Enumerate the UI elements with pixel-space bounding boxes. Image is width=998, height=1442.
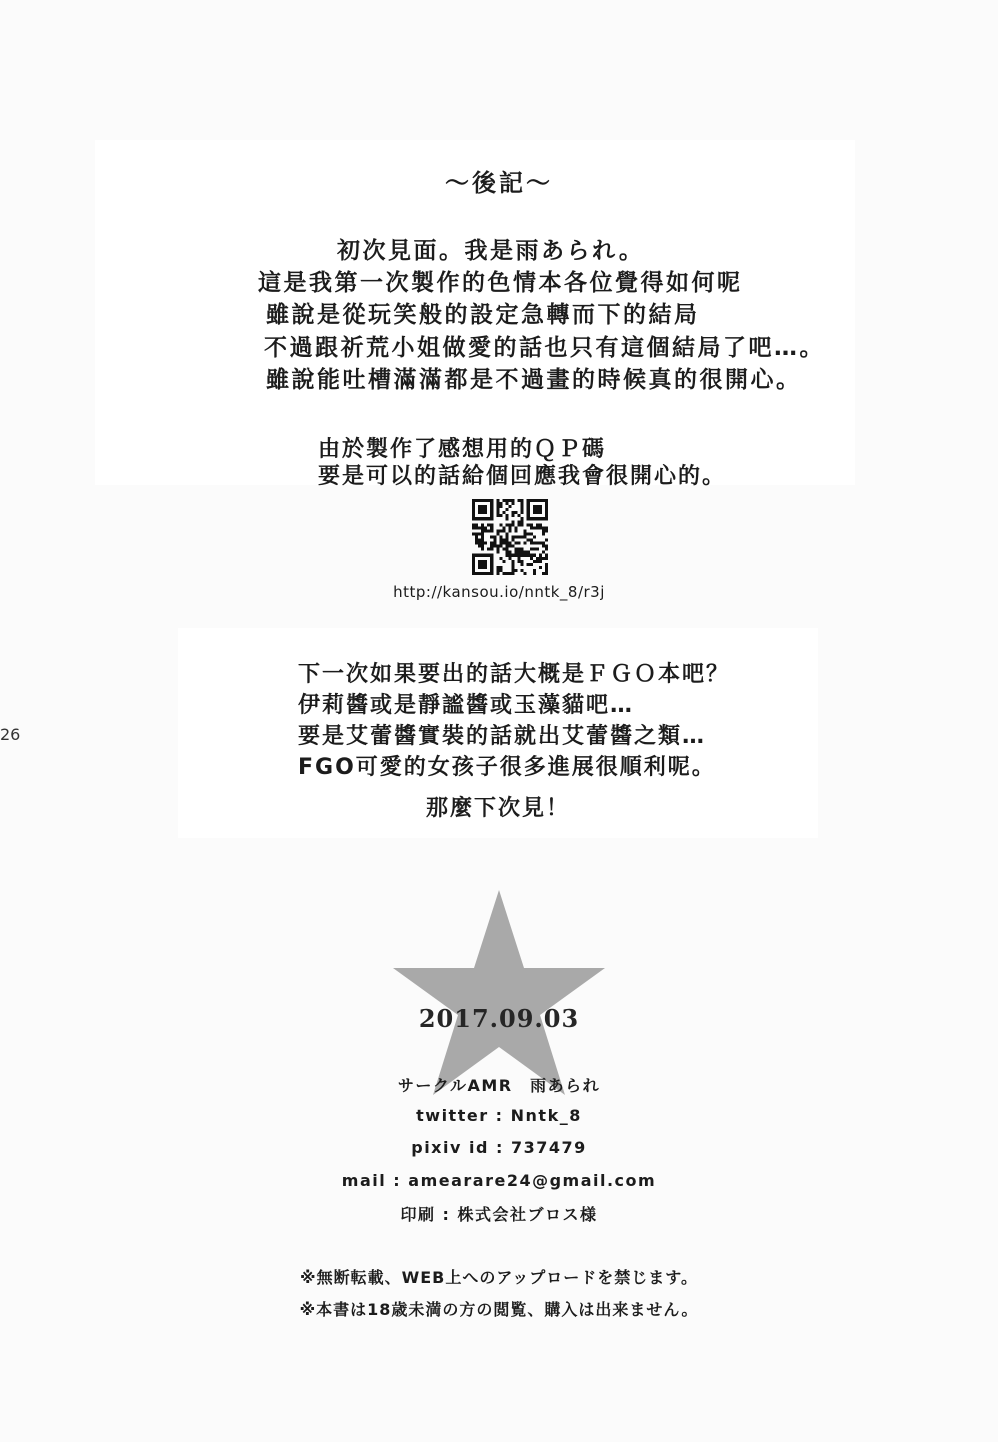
- notice-no-reprint: ※無断転載、WEB上へのアップロードを禁じます。: [300, 1268, 698, 1287]
- publication-date: 2017.09.03: [418, 1004, 580, 1033]
- mail-address: mail : amearare24@gmail.com: [341, 1171, 657, 1190]
- notice-age-restriction: ※本書は18歳未満の方の閲覧、購入は出来ません。: [299, 1300, 699, 1319]
- qr-intro-line-2: 要是可以的話給個回應我會很開心的。: [318, 464, 727, 489]
- afterword-title: ～後記～: [445, 169, 553, 197]
- qr-code[interactable]: [472, 499, 548, 575]
- pixiv-id: pixiv id : 737479: [411, 1138, 587, 1157]
- next-line-4: FGO可愛的女孩子很多進展很順利呢。: [298, 755, 716, 780]
- closing-line: 那麼下次見！: [426, 796, 571, 821]
- afterword-line-1: 初次見面。我是雨あられ。: [337, 238, 645, 264]
- afterword-line-2: 這是我第一次製作的色情本各位覺得如何呢: [258, 270, 743, 296]
- twitter-handle: twitter : Nntk_8: [416, 1106, 582, 1125]
- qr-intro-line-1: 由於製作了感想用的ＱＰ碼: [318, 437, 607, 462]
- qr-url[interactable]: http://kansou.io/nntk_8/r3j: [393, 583, 605, 601]
- printer-credit: 印刷 : 株式会社ブロス様: [400, 1205, 598, 1224]
- next-line-3: 要是艾蕾醬實裝的話就出艾蕾醬之類…: [298, 724, 707, 749]
- page-number: 26: [0, 725, 21, 744]
- circle-name: サークルAMR 雨あられ: [397, 1076, 601, 1095]
- next-line-2: 伊莉醬或是靜謐醬或玉藻貓吧…: [298, 693, 635, 718]
- afterword-line-3: 雖說是從玩笑般的設定急轉而下的結局: [266, 302, 700, 328]
- afterword-line-4: 不過跟祈荒小姐做愛的話也只有這個結局了吧…。: [264, 335, 825, 361]
- star-icon: [393, 890, 605, 1095]
- afterword-line-5: 雖說能吐槽滿滿都是不過畫的時候真的很開心。: [266, 367, 802, 393]
- next-line-1: 下一次如果要出的話大概是ＦＧＯ本吧？: [298, 662, 731, 687]
